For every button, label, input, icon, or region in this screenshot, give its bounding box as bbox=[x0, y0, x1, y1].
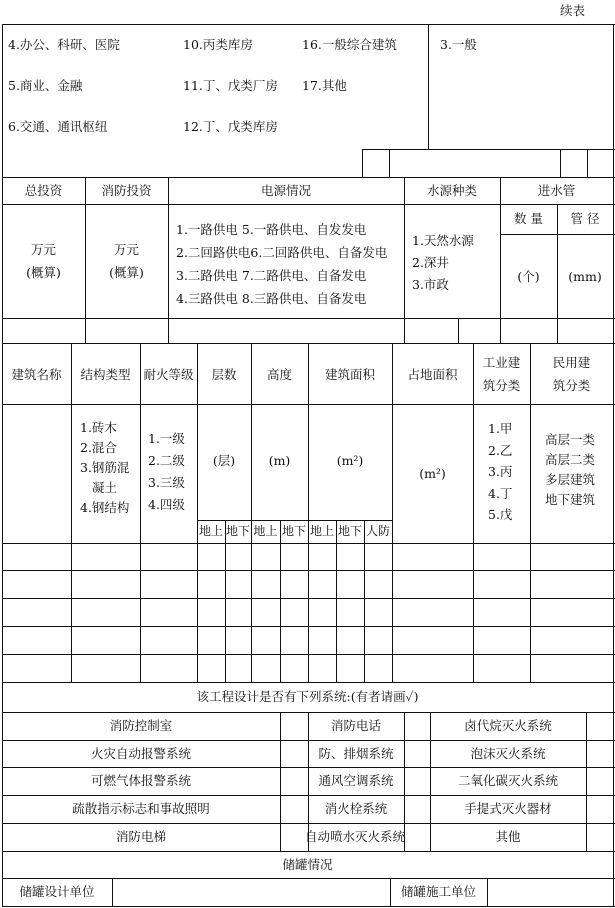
fire-investment-value: 万元 (概算) bbox=[109, 242, 144, 280]
rule bbox=[560, 149, 561, 177]
system-item: 消火栓系统 bbox=[324, 801, 388, 816]
storage-design-unit-label: 储罐设计单位 bbox=[19, 884, 95, 899]
system-item: 可燃气体报警系统 bbox=[90, 773, 191, 788]
height-below-label: 地下 bbox=[281, 524, 306, 538]
area-unit: (m²) bbox=[336, 453, 364, 468]
system-item: 消防电梯 bbox=[115, 829, 166, 844]
continued-note: 续表 bbox=[560, 3, 586, 18]
rule bbox=[140, 343, 141, 682]
height-unit: (m) bbox=[268, 453, 291, 468]
rule bbox=[280, 712, 281, 851]
fire-rating-options: 1.一级 2.二级 3.三级 4.四级 bbox=[148, 431, 185, 512]
system-item: 通风空调系统 bbox=[318, 773, 394, 788]
structure-options: 1.砖木 2.混合 3.钢筋混 凝土 4.钢结构 bbox=[80, 420, 130, 515]
rule bbox=[362, 149, 363, 177]
storage-title: 储罐情况 bbox=[282, 857, 333, 872]
inlet-diameter-unit: (mm) bbox=[568, 269, 602, 284]
rule bbox=[308, 343, 309, 682]
power-header: 电源情况 bbox=[260, 183, 311, 198]
floors-unit: (层) bbox=[212, 453, 236, 468]
system-item: 泡沫灭火系统 bbox=[470, 746, 546, 761]
rule bbox=[280, 520, 281, 682]
systems-question: 该工程设计是否有下列系统:(有者请画✓) bbox=[196, 689, 419, 704]
floors-above-label: 地上 bbox=[198, 524, 223, 538]
system-item: 消防控制室 bbox=[109, 718, 173, 733]
usage-option: 4.办公、科研、医院 bbox=[8, 37, 120, 52]
rule bbox=[2, 24, 615, 25]
rule bbox=[428, 24, 429, 149]
rule bbox=[2, 204, 615, 205]
rule bbox=[364, 520, 365, 682]
area-shelter-label: 人防 bbox=[365, 524, 390, 538]
inlet-diameter-label: 管 径 bbox=[570, 211, 600, 226]
rule bbox=[2, 682, 615, 683]
rule bbox=[2, 906, 615, 907]
system-item: 其他 bbox=[495, 829, 521, 844]
rule bbox=[389, 149, 390, 177]
system-item: 二氧化碳灭火系统 bbox=[457, 773, 558, 788]
storage-construction-unit-label: 储罐施工单位 bbox=[400, 884, 476, 899]
system-item: 手提式灭火器材 bbox=[464, 801, 552, 816]
rule bbox=[2, 851, 615, 852]
rule bbox=[587, 149, 588, 177]
inlet-count-unit: (个) bbox=[517, 269, 540, 284]
inlet-pipe-header: 进水管 bbox=[537, 183, 576, 198]
civil-options: 高层一类 高层二类 多层建筑 地下建筑 bbox=[545, 432, 596, 507]
rule bbox=[112, 878, 113, 906]
rule bbox=[487, 878, 488, 906]
rule bbox=[2, 878, 615, 879]
rule bbox=[392, 343, 393, 682]
rule bbox=[71, 343, 72, 682]
system-item: 自动喷水灭火系统 bbox=[304, 829, 405, 844]
usage-option: 12.丁、戊类库房 bbox=[183, 119, 278, 134]
power-options: 1.一路供电 5.一路供电、自发发电 2.二回路供电6.二回路供电、自备发电 3.二路供电 7.二路供电、自备发电 4.三路供电 8.三路供电、自备发电 bbox=[176, 222, 388, 306]
structure-header: 结构类型 bbox=[80, 367, 131, 382]
system-item: 卤代烷灭火系统 bbox=[464, 718, 552, 733]
total-investment-header: 总投资 bbox=[24, 183, 63, 198]
rule bbox=[2, 318, 615, 319]
rule bbox=[197, 343, 198, 682]
total-investment-value: 万元 (概算) bbox=[26, 242, 61, 280]
building-name-header: 建筑名称 bbox=[11, 367, 62, 382]
system-item: 疏散指示标志和事故照明 bbox=[72, 801, 210, 816]
industrial-header: 工业建 筑分类 bbox=[482, 355, 521, 393]
usage-option: 10.丙类库房 bbox=[183, 37, 253, 52]
usage-option: 6.交通、通讯枢纽 bbox=[8, 119, 108, 134]
water-source-header: 水源种类 bbox=[426, 183, 477, 198]
fire-investment-header: 消防投资 bbox=[101, 183, 152, 198]
water-options: 1.天然水源 2.深井 3.市政 bbox=[412, 233, 474, 292]
system-item: 消防电话 bbox=[330, 718, 381, 733]
industrial-options: 1.甲 2.乙 3.丙 4.丁 5.戊 bbox=[488, 421, 513, 522]
rule bbox=[336, 520, 337, 682]
usage-option: 11.丁、戊类厂房 bbox=[183, 78, 278, 93]
rule bbox=[613, 24, 614, 907]
civil-header: 民用建 筑分类 bbox=[552, 355, 591, 393]
rule bbox=[586, 712, 587, 851]
system-item: 防、排烟系统 bbox=[318, 746, 394, 761]
height-header: 高度 bbox=[266, 367, 292, 382]
footprint-header: 占地面积 bbox=[407, 367, 458, 382]
rule bbox=[251, 343, 252, 682]
inlet-count-label: 数 量 bbox=[514, 211, 543, 226]
rule bbox=[458, 318, 459, 343]
rule bbox=[2, 177, 615, 178]
area-below-label: 地下 bbox=[337, 524, 362, 538]
rule bbox=[362, 149, 615, 150]
height-above-label: 地上 bbox=[253, 524, 278, 538]
usage-option: 16.一般综合建筑 bbox=[302, 37, 397, 52]
rule bbox=[225, 520, 226, 682]
footprint-unit: (m²) bbox=[419, 466, 446, 481]
floors-below-label: 地下 bbox=[225, 524, 250, 538]
usage-option: 5.商业、金融 bbox=[8, 78, 83, 93]
area-header: 建筑面积 bbox=[324, 367, 375, 382]
fire-rating-header: 耐火等级 bbox=[143, 367, 194, 382]
system-item: 火灾自动报警系统 bbox=[90, 746, 191, 761]
floors-header: 层数 bbox=[211, 367, 237, 382]
area-above-label: 地上 bbox=[309, 524, 334, 538]
grade-option: 3.一般 bbox=[440, 37, 477, 52]
usage-option: 17.其他 bbox=[302, 78, 347, 93]
